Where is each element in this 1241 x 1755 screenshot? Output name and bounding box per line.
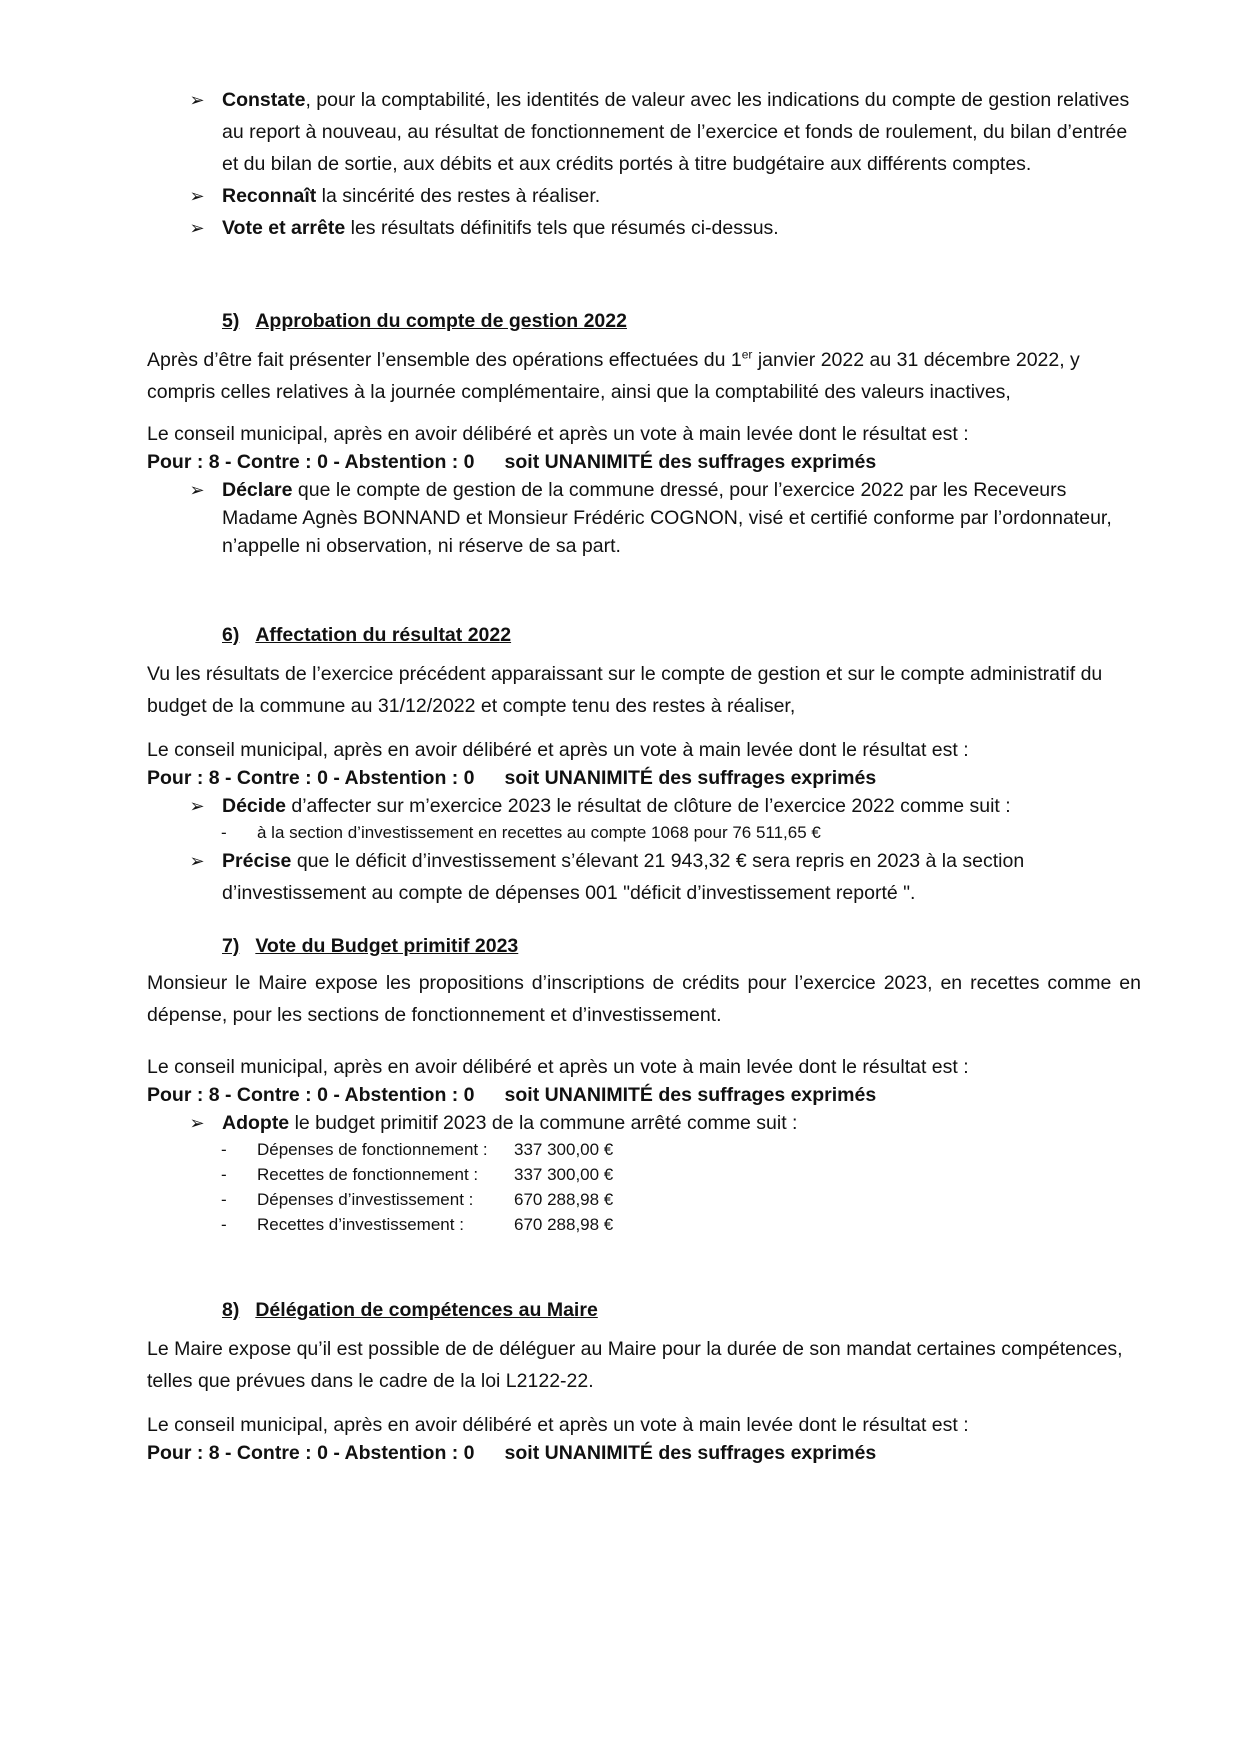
sub-item-text: à la section d’investissement en recettes au compte 1068 pour 76 511,65 € (257, 823, 821, 842)
section-6-paragraph: Vu les résultats de l’exercice précédent apparaissant sur le compte de gestion et sur le compte administratif du budget de la commune au 31/12/2022 et compte tenu des restes à réaliser, (147, 663, 1103, 717)
superscript: er (741, 347, 753, 362)
arrow-icon: ➢ (189, 186, 205, 206)
bullet-decide (147, 792, 1141, 820)
intro-bullets (147, 84, 1141, 244)
budget-label: Dépenses de fonctionnement : (257, 1140, 488, 1159)
bullet-keyword: Vote et arrête (222, 217, 346, 239)
bullet-text: , pour la comptabilité, les identités de valeur avec les indications du compte de gestion relatives au report à nouveau, au résultat de fonctionnement de l’exercice et fonds de roulement, du bilan d’entrée et du bilan de sortie, aux débits et aux crédits portés à titre budgétaire aux différents comptes. (222, 89, 1130, 175)
section-title: Approbation du compte de gestion 2022 (255, 310, 627, 332)
budget-amount: 670 288,98 € (514, 1190, 614, 1209)
dash-icon: - (221, 1215, 227, 1234)
vote-counts: Pour : 8 - Contre : 0 - Abstention : 0 (147, 1442, 475, 1464)
vote-unanimity: soit UNANIMITÉ des suffrages exprimés (504, 767, 877, 789)
section-5-heading (222, 306, 1141, 336)
arrow-icon: ➢ (189, 218, 205, 238)
budget-amount: 337 300,00 € (514, 1140, 614, 1159)
budget-line (147, 1162, 1141, 1187)
vote-result (147, 1081, 1141, 1109)
vote-counts: Pour : 8 - Contre : 0 - Abstention : 0 (147, 767, 475, 789)
vote-intro: Le conseil municipal, après en avoir délibéré et après un vote à main levée dont le résultat est : (147, 1414, 969, 1436)
section-number: 8) (222, 1299, 240, 1321)
vote-unanimity: soit UNANIMITÉ des suffrages exprimés (504, 451, 877, 473)
section-title: Délégation de compétences au Maire (255, 1299, 598, 1321)
section-7-paragraph: Monsieur le Maire expose les propositions d’inscriptions de crédits pour l’exercice 2023, en recettes comme en dépense, pour les sections de fonctionnement et d’investissement. (147, 972, 1141, 1026)
arrow-icon: ➢ (189, 796, 205, 816)
budget-label: Recettes d’investissement : (257, 1215, 464, 1234)
bullet-adopte (147, 1109, 1141, 1137)
section-6-heading (222, 620, 1141, 650)
bullet-reconnait (147, 180, 1141, 212)
arrow-icon: ➢ (189, 851, 205, 871)
bullet-text: la sincérité des restes à réaliser. (316, 185, 601, 207)
dash-icon: - (221, 1190, 227, 1209)
bullet-keyword: Adopte (222, 1112, 290, 1134)
budget-amount: 670 288,98 € (514, 1215, 614, 1234)
bullet-keyword: Constate (222, 89, 306, 111)
budget-amount: 337 300,00 € (514, 1165, 614, 1184)
section-8-paragraph: Le Maire expose qu’il est possible de de déléguer au Maire pour la durée de son mandat certaines compétences, telles que prévues dans le cadre de la loi L2122-22. (147, 1338, 1123, 1392)
budget-label: Recettes de fonctionnement : (257, 1165, 479, 1184)
section-7-heading (222, 931, 1141, 961)
bullet-text: les résultats définitifs tels que résumés ci-dessus. (345, 217, 779, 239)
bullet-keyword: Reconnaît (222, 185, 317, 207)
bullet-vote-arrete (147, 212, 1141, 244)
section-number: 5) (222, 310, 240, 332)
budget-label: Dépenses d’investissement : (257, 1190, 474, 1209)
section-5-paragraph (147, 344, 1141, 408)
bullet-precise (147, 845, 1141, 909)
arrow-icon: ➢ (189, 1113, 205, 1133)
dash-icon: - (221, 1165, 227, 1184)
vote-unanimity: soit UNANIMITÉ des suffrages exprimés (504, 1084, 877, 1106)
dash-icon: - (221, 823, 227, 842)
vote-intro: Le conseil municipal, après en avoir délibéré et après un vote à main levée dont le résultat est : (147, 739, 969, 761)
vote-result (147, 448, 1141, 476)
section-title: Affectation du résultat 2022 (255, 624, 512, 646)
bullet-declare (147, 476, 1141, 560)
budget-line (147, 1137, 1141, 1162)
bullet-text: d’affecter sur m’exercice 2023 le résultat de clôture de l’exercice 2022 comme suit : (285, 795, 1011, 817)
bullet-text: que le compte de gestion de la commune dressé, pour l’exercice 2022 par les Receveurs Madame Agnès BONNAND et Monsieur Frédéric COGNON, visé et certifié conforme par l’ordonnateur, n’appelle ni observation, ni réserve de sa part. (222, 479, 1112, 557)
sub-item (147, 820, 1141, 845)
dash-icon: - (221, 1140, 227, 1159)
vote-counts: Pour : 8 - Contre : 0 - Abstention : 0 (147, 451, 475, 473)
vote-intro: Le conseil municipal, après en avoir délibéré et après un vote à main levée dont le résultat est : (147, 423, 969, 445)
section-title: Vote du Budget primitif 2023 (255, 935, 519, 957)
vote-result (147, 764, 1141, 792)
budget-line (147, 1212, 1141, 1237)
bullet-keyword: Déclare (222, 479, 293, 501)
arrow-icon: ➢ (189, 480, 205, 500)
para-text: Après d’être fait présenter l’ensemble des opérations effectuées du 1 (147, 349, 742, 371)
section-8-heading (222, 1295, 1141, 1325)
arrow-icon: ➢ (189, 90, 205, 110)
bullet-text: le budget primitif 2023 de la commune arrêté comme suit : (289, 1112, 798, 1134)
vote-unanimity: soit UNANIMITÉ des suffrages exprimés (504, 1442, 877, 1464)
vote-result (147, 1439, 1141, 1467)
bullet-keyword: Décide (222, 795, 286, 817)
section-number: 6) (222, 624, 240, 646)
budget-line (147, 1187, 1141, 1212)
bullet-text: que le déficit d’investissement s’élevant 21 943,32 € sera repris en 2023 à la section d’investissement au compte de dépenses 001 "déficit d’investissement reporté ". (222, 850, 1025, 904)
section-number: 7) (222, 935, 240, 957)
para-text: janvier 2022 au 31 décembre 2022, y compris celles relatives à la journée complémentaire, ainsi que la comptabilité des valeurs inactives, (147, 349, 1080, 403)
bullet-keyword: Précise (222, 850, 292, 872)
bullet-constate (147, 84, 1141, 180)
vote-counts: Pour : 8 - Contre : 0 - Abstention : 0 (147, 1084, 475, 1106)
vote-intro: Le conseil municipal, après en avoir délibéré et après un vote à main levée dont le résultat est : (147, 1056, 969, 1078)
